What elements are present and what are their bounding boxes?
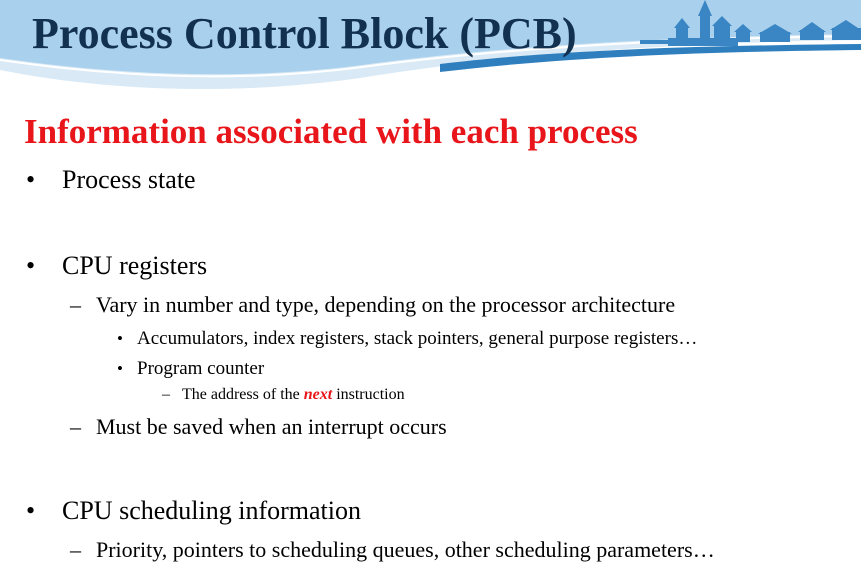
bullet-text-process-state: Process state: [62, 165, 196, 194]
slide-title: Process Control Block (PCB): [32, 9, 577, 58]
dash-marker: –: [70, 537, 81, 562]
slide-subtitle: Information associated with each process: [24, 112, 638, 151]
bullet-marker: •: [26, 165, 36, 194]
bullet-marker: •: [117, 329, 123, 348]
detail-text-after: instruction: [336, 386, 405, 403]
dash-marker: –: [70, 414, 81, 439]
sub-sub-item-program-counter: [117, 358, 264, 380]
sub-text-scheduling-detail: Priority, pointers to scheduling queues, other scheduling parameters…: [96, 537, 715, 562]
detail-text-emphasis: next: [303, 386, 333, 403]
bullet-item-cpu-registers: [26, 251, 207, 281]
sub-text-must-be-saved: Must be saved when an interrupt occurs: [96, 414, 447, 439]
detail-text-before: The address of the: [182, 386, 300, 403]
sub-text-vary: Vary in number and type, depending on the processor architecture: [96, 292, 676, 317]
bullet-text-cpu-scheduling: CPU scheduling information: [62, 496, 361, 525]
bullet-item-cpu-scheduling: [26, 496, 361, 526]
detail-item-next-instruction: [162, 385, 405, 405]
sub-sub-item-accumulators: [117, 328, 697, 350]
bullet-item-process-state: [26, 165, 196, 195]
dash-marker: –: [70, 292, 81, 317]
bullet-marker: •: [26, 496, 36, 525]
sub-sub-text-program-counter: Program counter: [137, 358, 265, 379]
bullet-text-cpu-registers: CPU registers: [62, 251, 208, 280]
sub-item-must-be-saved: [70, 414, 447, 440]
dash-marker: –: [162, 386, 170, 403]
sub-item-vary: [70, 292, 675, 318]
bullet-marker: •: [26, 251, 36, 280]
bullet-marker: •: [117, 359, 123, 378]
sub-item-scheduling-detail: [70, 537, 715, 563]
sub-sub-text-accumulators: Accumulators, index registers, stack pointers, general purpose registers…: [137, 328, 698, 349]
